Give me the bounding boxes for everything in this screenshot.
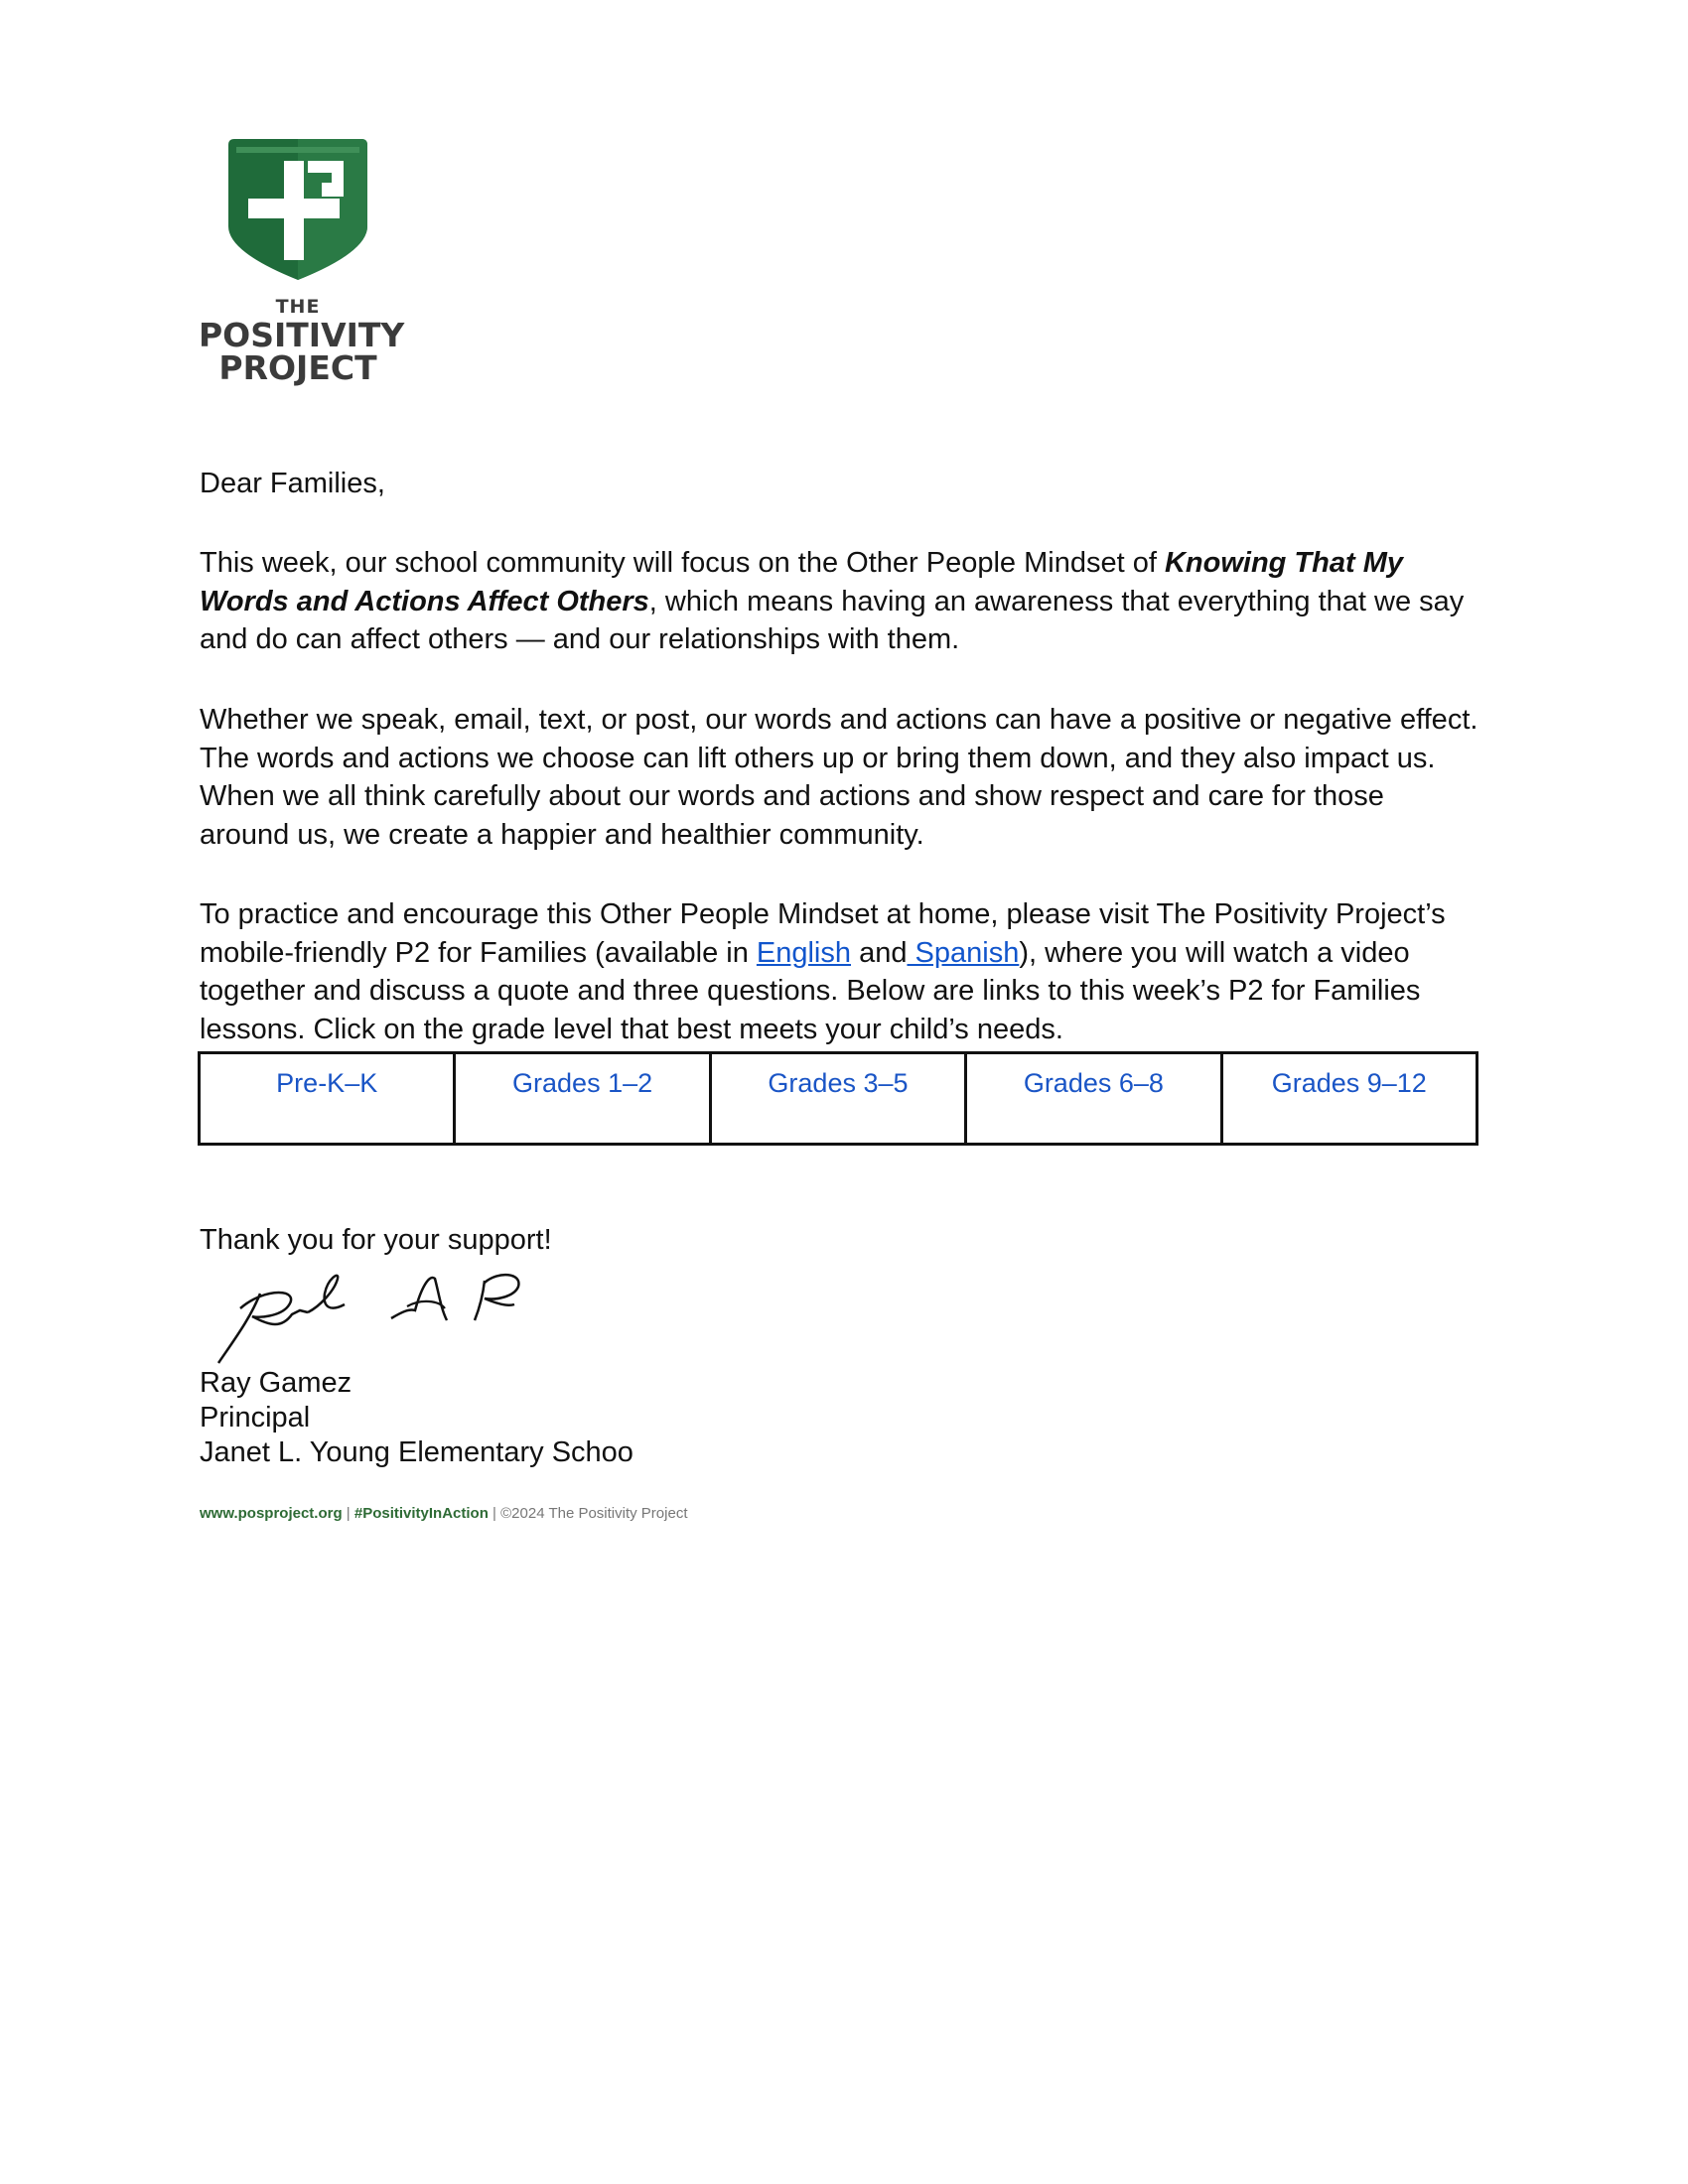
grade-link-grades-6-8[interactable]: Grades 6–8	[1023, 1068, 1164, 1098]
school-name: Janet L. Young Elementary Schoo	[200, 1436, 633, 1468]
positivity-project-logo	[199, 129, 405, 397]
grade-cell	[966, 1053, 1221, 1145]
grade-cell	[455, 1053, 710, 1145]
footer-website[interactable]: www.posproject.org	[200, 1505, 343, 1522]
p1-intro: This week, our school community will focus on the Other People Mindset of	[200, 547, 1165, 579]
grade-cell	[1221, 1053, 1477, 1145]
p3-after: ), where you will watch a video together and discuss a quote and three questions. Below are links to this week’s P2 for Families lessons. Click on the grade level that best meets your child’s needs.	[200, 936, 1421, 1045]
positivity-project-shield-icon	[224, 135, 371, 284]
paragraph-words-actions: Whether we speak, email, text, or post, our words and actions can have a positive or negative effect. The words and actions we choose can lift others up or bring them down, and they also impact us. When we all think carefully about our words and actions and show respect and care for those around us, we create a happier and healthier community.	[200, 704, 1478, 851]
principal-name: Ray Gamez	[200, 1367, 352, 1399]
paragraph-practice-at-home	[200, 895, 1480, 1048]
signature-block	[200, 1366, 633, 1470]
grade-link-grades-1-2[interactable]: Grades 1–2	[512, 1068, 653, 1098]
footer	[200, 1505, 688, 1522]
english-link[interactable]: English	[756, 936, 852, 969]
greeting: Dear Families,	[200, 468, 385, 499]
footer-hashtag: #PositivityInAction	[353, 1505, 489, 1522]
logo-the: THE	[275, 296, 321, 318]
mindset-name: Knowing That My Words and Actions Affect Others	[200, 547, 1403, 617]
grade-cell	[710, 1053, 965, 1145]
grade-link-grades-9-12[interactable]: Grades 9–12	[1271, 1068, 1427, 1098]
signature	[211, 1269, 588, 1368]
p1-rest: , which means having an awareness that everything that we say and do can affect others — and our relationships with them.	[200, 585, 1465, 655]
logo-positivity: POSITIVITY	[199, 316, 405, 354]
paragraph-mindset-intro	[200, 544, 1480, 659]
footer-separator: |	[488, 1505, 501, 1522]
grade-link-pre-k-k[interactable]: Pre-K–K	[276, 1068, 378, 1098]
footer-separator: |	[342, 1505, 354, 1522]
p3-before: To practice and encourage this Other People Mindset at home, please visit The Positivity Project’s mobile-friendly P2 for Families (available in	[200, 898, 1446, 969]
spanish-link[interactable]: Spanish	[907, 936, 1020, 969]
logo-project: PROJECT	[218, 348, 377, 387]
p3-and: and	[851, 936, 908, 969]
footer-copyright: ©2024 The Positivity Project	[500, 1505, 688, 1522]
grade-cell	[200, 1053, 455, 1145]
thanks-line: Thank you for your support!	[200, 1224, 552, 1256]
grade-level-links-table	[198, 1051, 1478, 1146]
principal-title: Principal	[200, 1402, 311, 1433]
grade-link-grades-3-5[interactable]: Grades 3–5	[768, 1068, 909, 1098]
